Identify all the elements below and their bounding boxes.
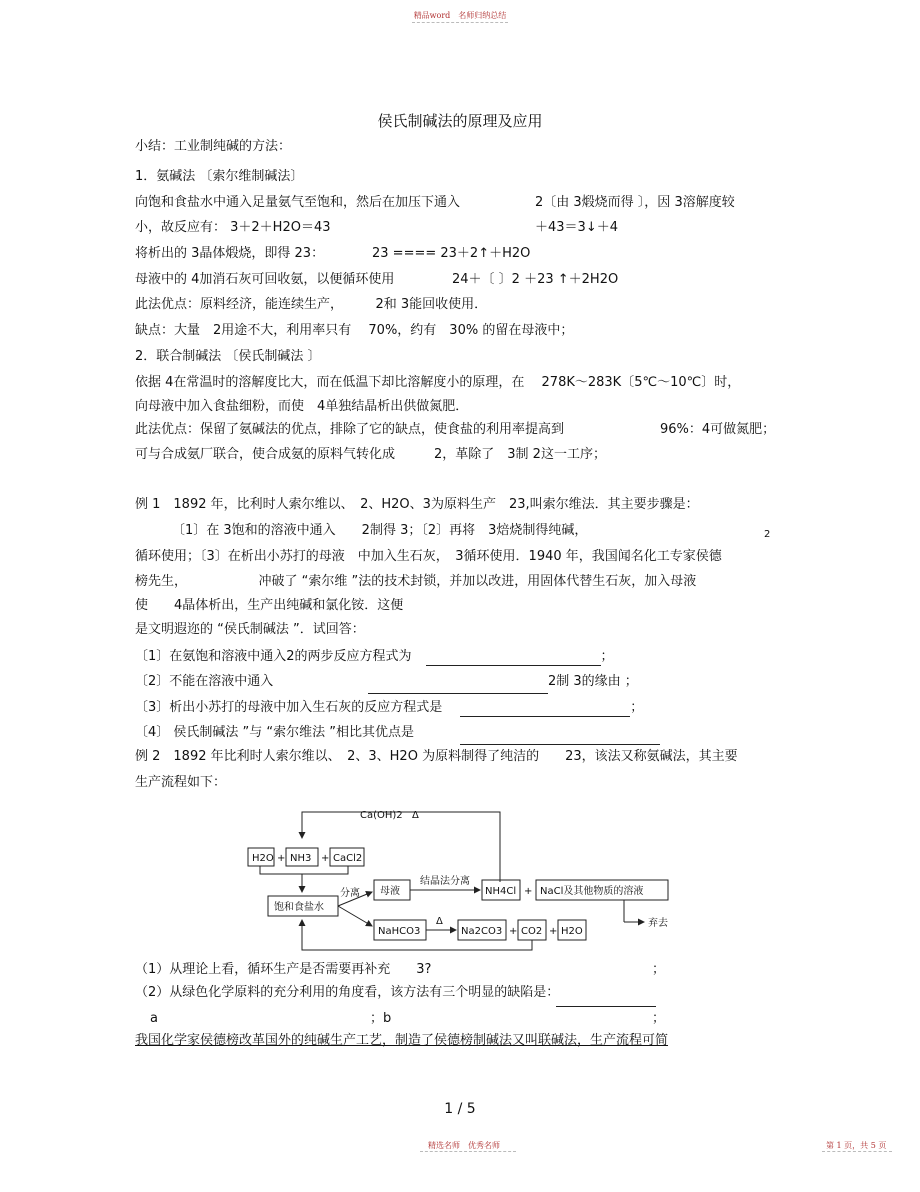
label-caoh2: Ca(OH)2 <box>360 810 403 821</box>
punctuation: ； <box>652 1011 666 1026</box>
box-h2o-product: H2O <box>561 926 583 937</box>
subscript: 2 <box>764 529 771 540</box>
text-line: 向母液中加入食盐细粉，而使 4单独结晶析出供做氮肥． <box>135 399 469 414</box>
plus-sign: + <box>549 926 558 937</box>
advantage-line: 96%：4可做氮肥； <box>660 422 776 437</box>
reaction-line: 23 ==== 23＋2↑＋H2O <box>372 246 531 261</box>
label-heat: Δ <box>436 916 443 927</box>
footer-divider <box>822 1151 892 1152</box>
page-header: 精品word 名师归纳总结 <box>413 11 507 20</box>
reaction-line: 小，故反应有： 3＋2＋H2O＝43 <box>135 220 331 235</box>
example-1-text: 是文明遐迩的 “侯氏制碱法 ”．试回答： <box>135 622 365 637</box>
box-nacl-solution: NaCl及其他物质的溶液 <box>540 886 644 897</box>
answer-blank[interactable] <box>426 651 601 666</box>
plus-sign: + <box>321 853 330 864</box>
example-1-step: 〔1〕在 3饱和的溶液中通入 2制得 3；〔2〕再将 3焙烧制得纯碱， <box>172 523 588 538</box>
summary-line: 小结：工业制纯碱的方法： <box>135 139 292 154</box>
text-line: 可与合成氨厂联合，使合成氨的原料气转化成 2，革除了 3制 2这一工序； <box>135 447 606 462</box>
footer-divider <box>420 1151 516 1152</box>
section-heading-ammonia-soda: 1．氨碱法 〔索尔维制碱法〕 <box>135 169 304 184</box>
answer-blank[interactable] <box>556 989 656 1007</box>
label-crystallization: 结晶法分离 <box>420 876 470 887</box>
process-flow-diagram <box>240 800 680 960</box>
question-2-tail: 2制 3的缘由 ； <box>548 674 638 689</box>
example-1-text: 循环使用；〔3〕在析出小苏打的母液 中加入生石灰， 3循环使用．1940 年，我国闻名化工专家侯德 <box>135 549 722 564</box>
answer-blank[interactable] <box>460 702 630 717</box>
question-1: 〔1〕在氨饱和溶液中通入2的两步反应方程式为 ； <box>135 649 614 664</box>
text-line: 母液中的 4加消石灰可回收氨，以便循环使用 <box>135 272 395 287</box>
box-brine: 饱和食盐水 <box>274 902 324 913</box>
page-number: 1 / 5 <box>444 1101 476 1117</box>
example-2-question-2: （2）从绿色化学原料的充分利用的角度看，该方法有三个明显的缺陷是： <box>135 985 560 1000</box>
example-2-text: 生产流程如下： <box>135 775 227 790</box>
closing-paragraph: 我国化学家侯德榜改革国外的纯碱生产工艺，制造了侯德榜制碱法又叫联碱法，生产流程可简 <box>135 1033 669 1048</box>
answer-label-b: ；b <box>370 1011 392 1026</box>
disadvantage-line: 缺点：大量 2用途不大，利用率只有 70%，约有 30% 的留在母液中； <box>135 323 574 338</box>
text-line: 依据 4在常温时的溶解度比大，而在低温下却比溶解度小的原理，在 278K～283K〔5℃～10℃〕时， <box>135 375 741 390</box>
advantage-line: 此法优点：原料经济，能连续生产， 2和 3能回收使用． <box>135 297 488 312</box>
example-2-intro: 例 2 1892 年比利时人索尔维以、 2、3、H2O 为原料制得了纯洁的 23，该法又称氨碱法，其主要 <box>135 749 738 764</box>
label-heat: Δ <box>412 810 419 821</box>
label-discard: 弃去 <box>648 918 668 929</box>
plus-sign: + <box>509 926 518 937</box>
box-cacl2: CaCl2 <box>333 853 363 864</box>
box-na2co3: Na2CO3 <box>461 926 503 937</box>
example-2-question-1: （1）从理论上看，循环生产是否需要再补充 3? <box>135 962 432 977</box>
example-1-text: 榜先生， 冲破了 “索尔维 ”法的技术封锁，并加以改进，用固体代替生石灰，加入母液 <box>135 574 697 589</box>
question-4: 〔4〕 侯氏制碱法 ”与 “索尔维法 ”相比其优点是 <box>135 725 415 740</box>
section-heading-hou-process: 2．联合制碱法 〔侯氏制碱法 〕 <box>135 349 321 364</box>
reaction-line: ＋43＝3↓＋4 <box>535 220 618 235</box>
question-2: 〔2〕不能在溶液中通入 <box>135 674 274 689</box>
box-co2: CO2 <box>521 926 543 937</box>
example-1-text: 使 4晶体析出，生产出纯碱和氯化铵．这便 <box>135 598 404 613</box>
page-title: 侯氏制碱法的原理及应用 <box>377 112 543 130</box>
text-line: 向饱和食盐水中通入足量氨气至饱和，然后在加压下通入 <box>135 195 461 210</box>
text-line: 将析出的 3晶体煅烧，即得 23： <box>135 246 325 261</box>
box-nahco3: NaHCO3 <box>378 926 421 937</box>
plus-sign: + <box>524 886 533 897</box>
box-nh3: NH3 <box>290 853 312 864</box>
box-h2o: H2O <box>252 853 274 864</box>
label-separate: 分离 <box>340 888 360 899</box>
example-1-intro: 例 1 1892 年，比利时人索尔维以、 2、H2O、3为原料生产 23,叫索尔维法．其主要步骤是： <box>135 497 699 512</box>
reaction-line: 24＋〔 〕2 ＋23 ↑＋2H2O <box>452 272 619 287</box>
punctuation: ； <box>652 962 666 977</box>
header-divider <box>412 22 508 23</box>
answer-blank[interactable] <box>368 676 548 694</box>
question-3: 〔3〕析出小苏打的母液中加入生石灰的反应方程式是 ； <box>135 700 644 715</box>
box-mother-liquor: 母液 <box>380 886 400 897</box>
text-line: 2〔由 3煅烧而得 〕，因 3溶解度较 <box>535 195 735 210</box>
footer-left: 精选名师 优秀名师 <box>428 1141 500 1150</box>
box-nh4cl: NH4Cl <box>485 886 517 897</box>
answer-label-a: a <box>150 1011 158 1026</box>
answer-blank[interactable] <box>460 727 660 745</box>
footer-page-count: 第 1 页，共 5 页 <box>826 1141 887 1150</box>
advantage-line: 此法优点：保留了氨碱法的优点，排除了它的缺点，使食盐的利用率提高到 <box>135 422 565 437</box>
plus-sign: + <box>277 853 286 864</box>
